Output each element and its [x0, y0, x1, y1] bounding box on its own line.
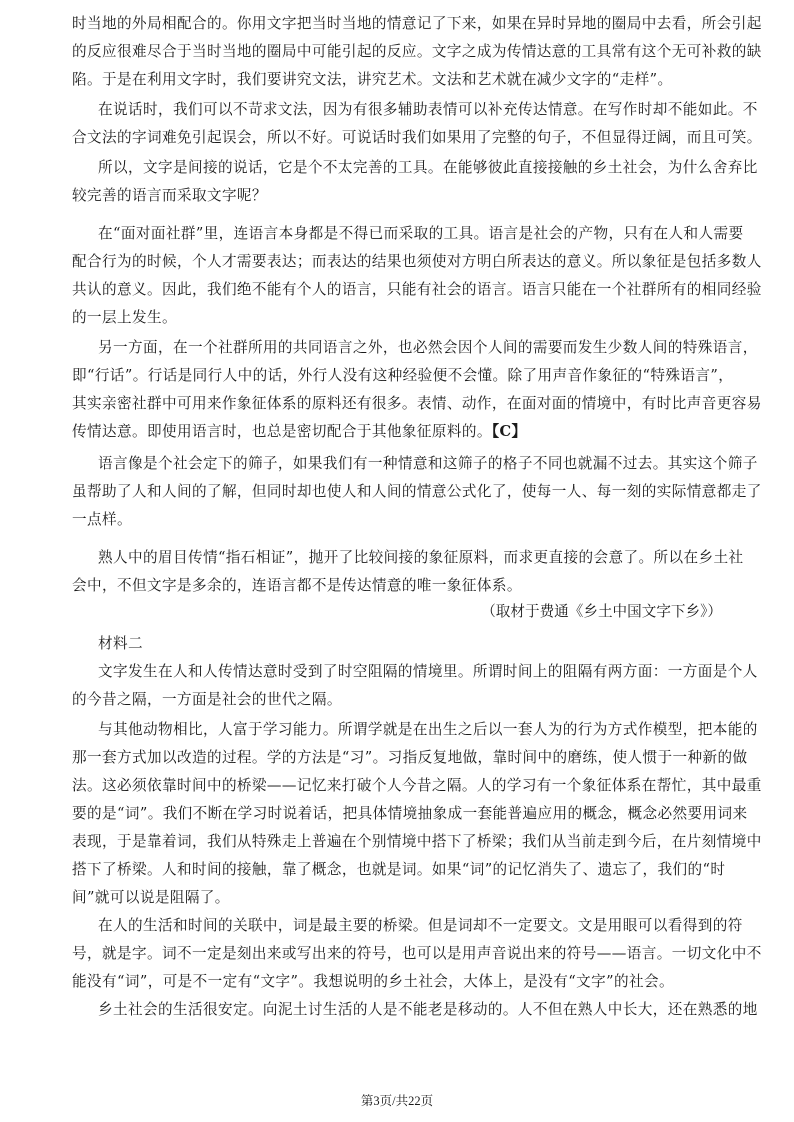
paragraph-line: 与其他动物相比，人富于学习能力。所谓学就是在出生之后以一套人为的行为方式作模型，把本能的: [98, 721, 758, 738]
paragraph-line: 另一方面，在一个社群所用的共同语言之外，也必然会因个人间的需要而发生少数人间的特殊语言，: [98, 339, 758, 356]
paragraph-line: 的一层上发生。: [72, 309, 177, 326]
paragraph-line: 所以，文字是间接的说话，它是个不太完善的工具。在能够彼此直接接触的乡土社会，为什么舍弃比: [98, 159, 758, 176]
paragraph-line: 间”就可以说是阻隔了。: [72, 889, 230, 906]
paragraph-line: 较完善的语言而采取文字呢？: [72, 187, 267, 204]
paragraph-line: 会中，不但文字是多余的，连语言都不是传达情意的唯一象征体系。: [72, 577, 522, 594]
paragraph-line: 陷。于是在利用文字时，我们要讲究文法，讲究艺术。文法和艺术就在减少文字的“走样”。: [72, 71, 673, 88]
paragraph-line: 配合行为的时候，个人才需要表达；而表达的结果也须使对方明白所表达的意义。所以象征是包括多数人: [72, 253, 762, 270]
page-number: 第3页/共22页: [360, 1094, 434, 1108]
question-marker: 【C】: [491, 423, 527, 440]
paragraph-line: 法。这必须依靠时间中的桥梁——记忆来打破个人今昔之隔。人的学习有一个象征体系在帮忙，其中最重: [72, 777, 762, 794]
paragraph-line: 乡土社会的生活很安定。向泥土讨生活的人是不能老是移动的。人不但在熟人中长大，还在熟悉的地: [98, 1001, 758, 1018]
paragraph-line: 搭下了桥梁。人和时间的接触，靠了概念，也就是词。如果“词”的记忆消失了、遗忘了，我们的“时: [72, 861, 726, 878]
paragraph-line: 语言像是个社会定下的筛子，如果我们有一种情意和这筛子的格子不同也就漏不过去。其实这个筛子: [98, 455, 758, 472]
paragraph-line: 其实亲密社群中可用来作象征体系的原料还有很多。表情、动作，在面对面的情境中，有时比声音更容易: [72, 395, 762, 412]
paragraph-line: 熟人中的眉目传情“指石相证”，抛开了比较间接的象征原料，而求更直接的会意了。所以在乡土社: [98, 549, 744, 566]
paragraph-line: 表现，于是靠着词，我们从特殊走上普遍在个别情境中搭下了桥梁；我们从当前走到今后，在片刻情境中: [72, 833, 762, 850]
paragraph-line: 在人的生活和时间的关联中，词是最主要的桥梁。但是词却不一定要文。文是用眼可以看得到的符: [98, 917, 743, 934]
paragraph-line: 一点样。: [72, 511, 132, 528]
paragraph-line: 即“行话”。行话是同行人中的话，外行人没有这种经验便不会懂。除了用声音作象征的“特殊语言”，: [72, 367, 734, 384]
paragraph-line: 号，就是字。词不一定是刻出来或写出来的符号，也可以是用声音说出来的符号——语言。一切文化中不: [72, 945, 762, 962]
paragraph-line: 共认的意义。因此，我们绝不能有个人的语言，只能有社会的语言。语言只能在一个社群所有的相同经验: [72, 281, 762, 298]
paragraph-line: 在“面对面社群”里，连语言本身都是不得已而采取的工具。语言是社会的产物，只有在人和人需要: [98, 225, 744, 242]
paragraph-line: 要的是“词”。我们不断在学习时说着话，把具体情境抽象成一套能普遍应用的概念，概念必然要用词来: [72, 805, 748, 822]
source-citation: （取材于费通《乡土中国文字下乡》）: [481, 603, 722, 620]
paragraph-line: 那一套方式加以改造的过程。学的方法是“习”。习指反复地做，靠时间中的磨练，使人惯于一种新的做: [72, 749, 748, 766]
paragraph-line: 虽帮助了人和人间的了解，但同时却也使人和人间的情意公式化了，使每一人、每一刻的实际情意都走了: [72, 483, 762, 500]
paragraph-line: 合文法的字词难免引起误会，所以不好。可说话时我们如果用了完整的句子，不但显得迂阔，而且可笑。: [72, 129, 762, 146]
paragraph-line: 的反应很难尽合于当时当地的圈局中可能引起的反应。文字之成为传情达意的工具常有这个无可补救的缺: [72, 43, 762, 60]
paragraph-line: 时当地的外局相配合的。你用文字把当时当地的情意记了下来，如果在异时异地的圈局中去看，所会引起: [72, 15, 762, 32]
paragraph-line: 文字发生在人和人传情达意时受到了时空阻隔的情境里。所谓时间上的阻隔有两方面：一方面是个人: [98, 663, 758, 680]
paragraph-line: 在说话时，我们可以不苛求文法，因为有很多辅助表情可以补充传达情意。在写作时却不能如此。不: [98, 101, 758, 118]
paragraph-line: 能没有“词”，可是不一定有“文字”。我想说明的乡土社会，大体上，是没有“文字”的社会。: [72, 973, 674, 990]
section-label: 材料二: [98, 635, 143, 652]
paragraph-line: 的今昔之隔，一方面是社会的世代之隔。: [72, 691, 342, 708]
paragraph-line: 传情达意。即使用语言时，也总是密切配合于其他象征原料的。【C】: [72, 423, 527, 440]
